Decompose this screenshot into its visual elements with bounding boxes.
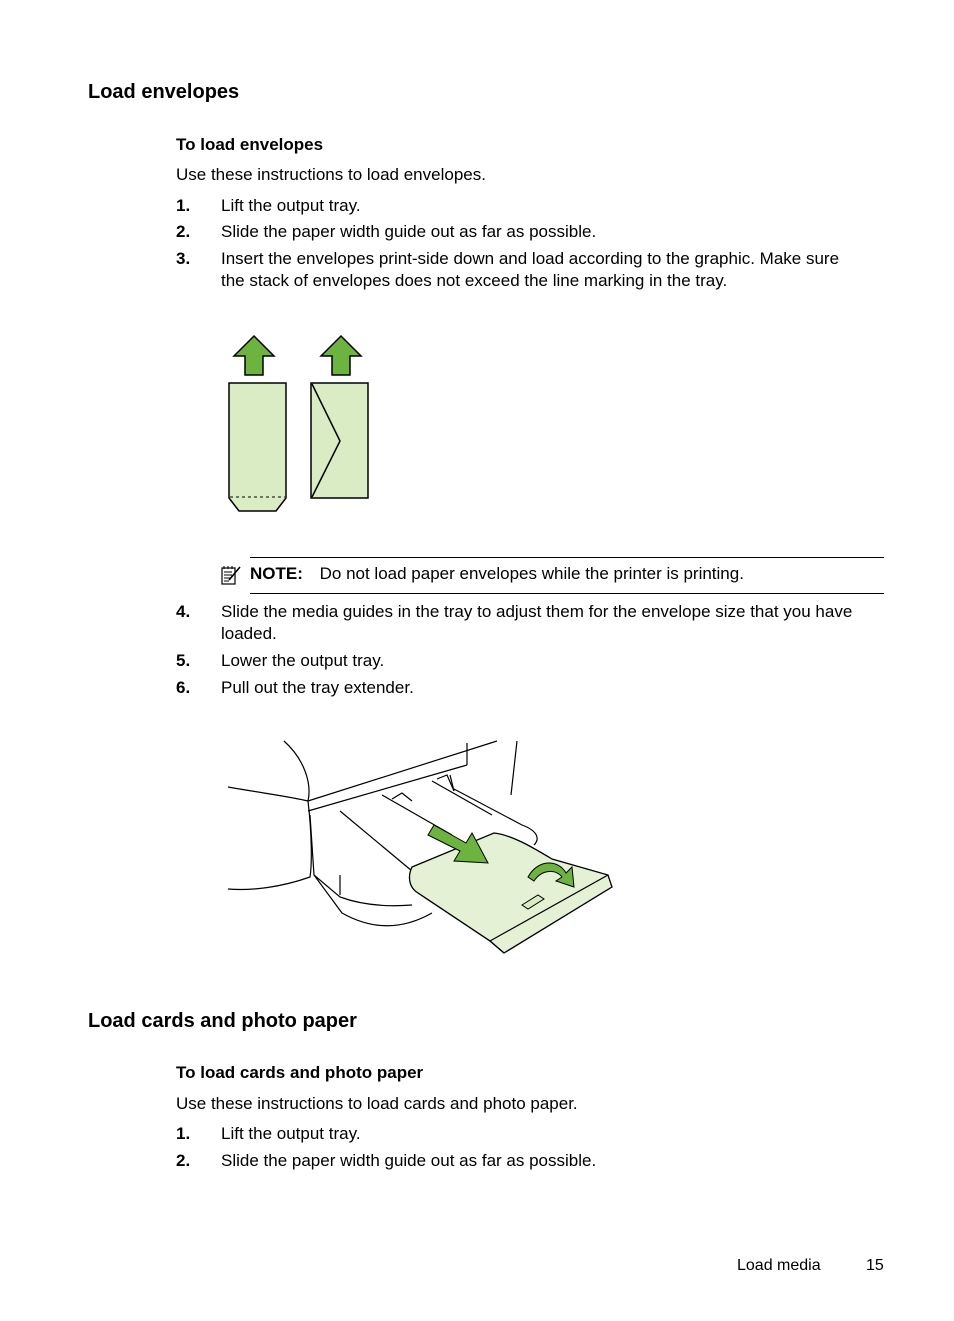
- step-number: 5.: [176, 651, 191, 670]
- envelope-orientation-illustration: [222, 330, 382, 520]
- tray-extender: [410, 833, 612, 953]
- intro-text: Use these instructions to load cards and photo paper.: [176, 1094, 578, 1113]
- step-number: 2.: [176, 222, 191, 241]
- note-box: [250, 563, 884, 585]
- note-label: NOTE:: [250, 564, 303, 583]
- note-top-divider: [250, 557, 884, 558]
- step-text: Lift the output tray.: [221, 196, 361, 215]
- step-number: 4.: [176, 602, 191, 621]
- step-text: Lower the output tray.: [221, 651, 385, 670]
- section-title-load-cards: Load cards and photo paper: [88, 1010, 357, 1032]
- step-text: Slide the paper width guide out as far as possible.: [221, 1151, 597, 1170]
- envelope-flap-icon: [311, 383, 368, 498]
- note-bottom-divider: [250, 593, 884, 594]
- step-number: 1.: [176, 1124, 191, 1143]
- arrow-up-icon: [321, 336, 361, 375]
- section-title-load-envelopes: Load envelopes: [88, 81, 240, 103]
- step-text: Lift the output tray.: [221, 1124, 361, 1143]
- intro-text: Use these instructions to load envelopes.: [176, 165, 486, 184]
- step-text: Slide the media guides in the tray to adjust them for the envelope size that you have loaded.: [221, 602, 853, 643]
- step-text: Pull out the tray extender.: [221, 678, 414, 697]
- arrow-up-icon: [234, 336, 274, 375]
- page-number: 15: [866, 1257, 884, 1274]
- note-pad-icon: [220, 564, 242, 586]
- subtitle-to-load-envelopes: To load envelopes: [176, 135, 324, 154]
- note-text: Do not load paper envelopes while the printer is printing.: [319, 564, 744, 583]
- step-number: 2.: [176, 1151, 191, 1170]
- step-text: Insert the envelopes print-side down and load according to the graphic. Make sure the stack of envelopes does not exceed the line marking in the tray.: [221, 249, 840, 290]
- subtitle-to-load-cards: To load cards and photo paper: [176, 1063, 424, 1082]
- step-text: Slide the paper width guide out as far as possible.: [221, 222, 597, 241]
- step-number: 1.: [176, 196, 191, 215]
- step-number: 3.: [176, 249, 191, 268]
- envelope-short-edge-icon: [229, 383, 286, 511]
- tray-extender-illustration: [222, 735, 622, 960]
- footer-section-name: Load media: [737, 1257, 821, 1274]
- step-number: 6.: [176, 678, 191, 697]
